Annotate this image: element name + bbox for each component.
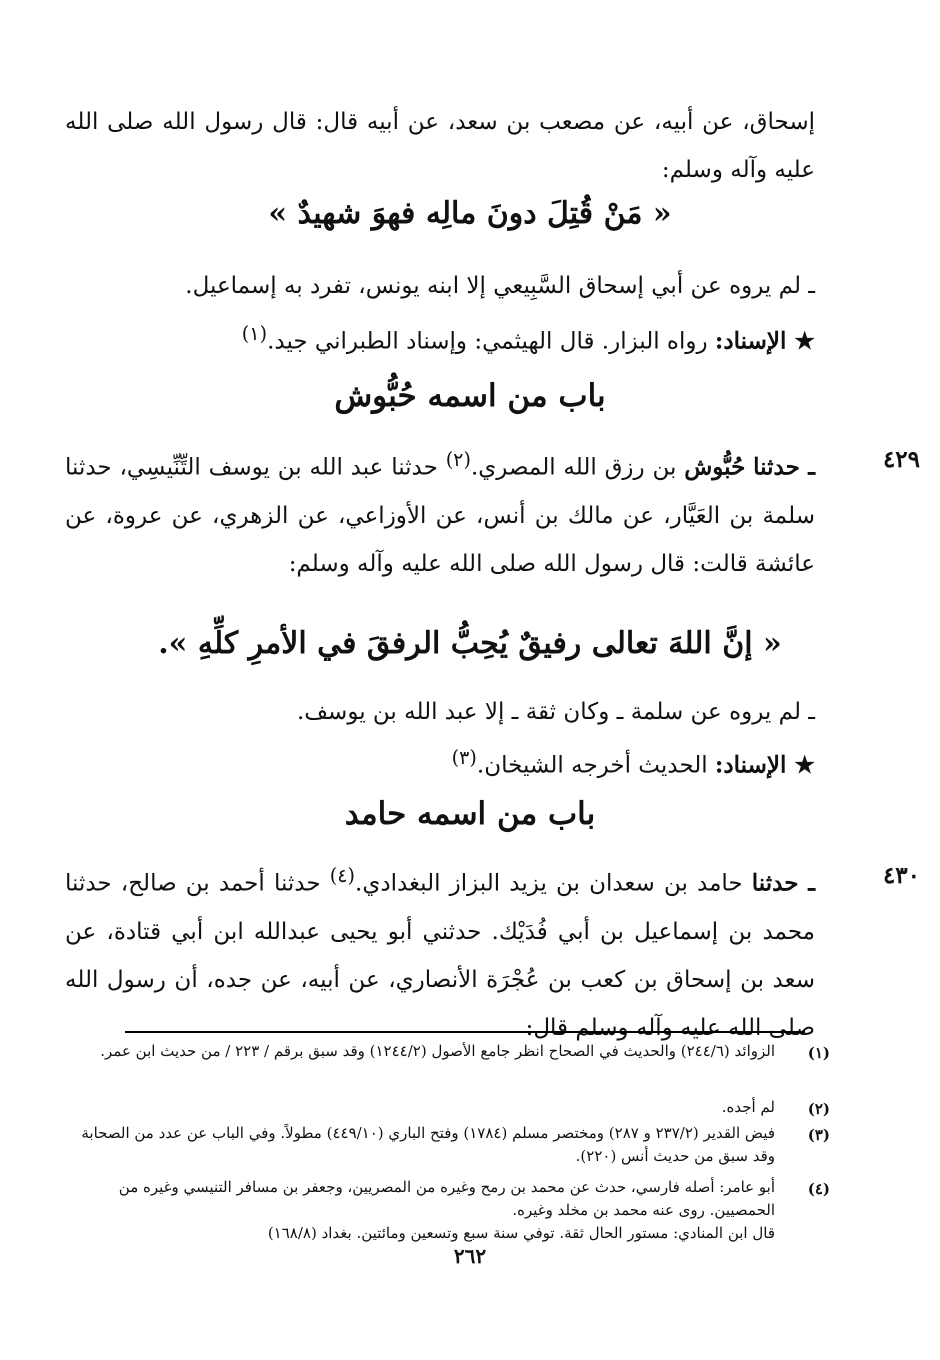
section-heading: باب من اسمه حامد bbox=[344, 796, 596, 832]
hadith-text: « إنَّ اللهَ تعالى رفيقٌ يُحِبُّ الرفقَ في الأمرِ كلِّهِ ». bbox=[158, 626, 782, 661]
section-heading: باب من اسمه حُبُّوش bbox=[334, 378, 606, 414]
isnad-text: رواه البزار. قال الهيثمي: وإسناد الطبراني جيد. bbox=[267, 328, 708, 355]
isnad-text: الحديث أخرجه الشيخان. bbox=[476, 752, 708, 779]
footnote-text: فيض القدير (٢٣٧/٢ و ٢٨٧) ومختصر مسلم (١٧٨٤) وفتح الباري (٤٤٩/١٠) مطولاً. وفي الباب عن عدد من الصحابة وقد سبق من حديث أنس (٢٢٠). bbox=[81, 1124, 775, 1165]
continuation-paragraph bbox=[65, 98, 815, 194]
hadith-number: ٤٣٠ bbox=[882, 862, 920, 889]
paragraph-text: بن رزق الله المصري. bbox=[470, 454, 677, 481]
paragraph-text: حدثنا عبد الله بن يوسف التِّنِّيسِي، حدثنا سلمة بن العَيَّار، عن مالك بن أنس، عن الأوزاعي، عن الزهري، عن عروة، عن عائشة قالت: قال رسول الله صلى الله عليه وآله وسلم: bbox=[65, 454, 815, 577]
paragraph-text: حامد بن سعدان بن يزيد البزاز البغدادي. bbox=[355, 870, 743, 897]
footnote-ref[interactable]: (٤) bbox=[329, 864, 356, 887]
paragraph-text: حدثنا أحمد بن صالح، حدثنا محمد بن إسماعيل بن أبي فُدَيْك. حدثني أبو يحيى عبدالله ابن أبي قتادة، عن سعد بن إسحاق بن كعب بن عُجْرَة الأنصاري، عن أبيه، عن جده، أن رسول الله صلى الله عليه وآله وسلم قال: bbox=[65, 870, 815, 1041]
isnad-label: ★ الإسناد: bbox=[714, 327, 815, 355]
hadith-paragraph bbox=[65, 436, 815, 588]
hadith-number: ٤٢٩ bbox=[882, 446, 920, 473]
footnote-number: (٤) bbox=[807, 1180, 830, 1198]
hadith-text: « مَنْ قُتِلَ دونَ مالِه فهوَ شهيدٌ » bbox=[268, 196, 672, 231]
footnote-ref[interactable]: (٢) bbox=[445, 448, 471, 471]
footnote-number: (٣) bbox=[807, 1126, 830, 1144]
footnote-text: أبو عامر: أصله فارسي، حدث عن محمد بن رمح وغيره من المصريين، وجعفر بن مسافر التنيسي وغيره من الحمصيين. روى عنه محمد بن مخلد وغيره. bbox=[118, 1178, 775, 1219]
footnote-number: (١) bbox=[807, 1044, 830, 1062]
footnote-ref[interactable]: (٣) bbox=[451, 746, 477, 769]
footnote-number: (٢) bbox=[807, 1100, 830, 1118]
footnote-text: لم أجده. bbox=[721, 1098, 775, 1116]
paragraph-text: إسحاق، عن أبيه، عن مصعب بن سعد، عن أبيه قال: قال رسول الله صلى الله عليه وآله وسلم: bbox=[65, 109, 815, 183]
isnad-line bbox=[55, 310, 815, 366]
isnad-line bbox=[55, 734, 815, 790]
lead-word: ـ حدثنا bbox=[751, 869, 816, 897]
lead-word: ـ حدثنا bbox=[753, 453, 816, 481]
page-number: ٢٦٢ bbox=[453, 1244, 487, 1268]
footnote-text: الزوائد (٢٤٤/٦) والحديث في الصحاح انظر جامع الأصول (١٢٤٤/٢) وقد سبق برقم / ٢٢٣ / من حديث ابن عمر. bbox=[100, 1042, 775, 1060]
narrator-name: حُبُّوش bbox=[684, 453, 746, 481]
narration-note: ـ لم يروه عن أبي إسحاق السَّبِيعي إلا ابنه يونس، تفرد به إسماعيل. bbox=[185, 273, 815, 299]
footnote-divider bbox=[125, 1031, 805, 1033]
footnote-ref[interactable]: (١) bbox=[241, 322, 268, 345]
hadith-paragraph bbox=[65, 852, 815, 1052]
footnote-text: قال ابن المنادي: مستور الحال ثقة. توفي سنة سبع وتسعين ومائتين. بغداد (١٦٨/٨) bbox=[267, 1224, 775, 1242]
narration-note: ـ لم يروه عن سلمة ـ وكان ثقة ـ إلا عبد الله بن يوسف. bbox=[296, 699, 815, 725]
isnad-label: ★ الإسناد: bbox=[714, 751, 815, 779]
